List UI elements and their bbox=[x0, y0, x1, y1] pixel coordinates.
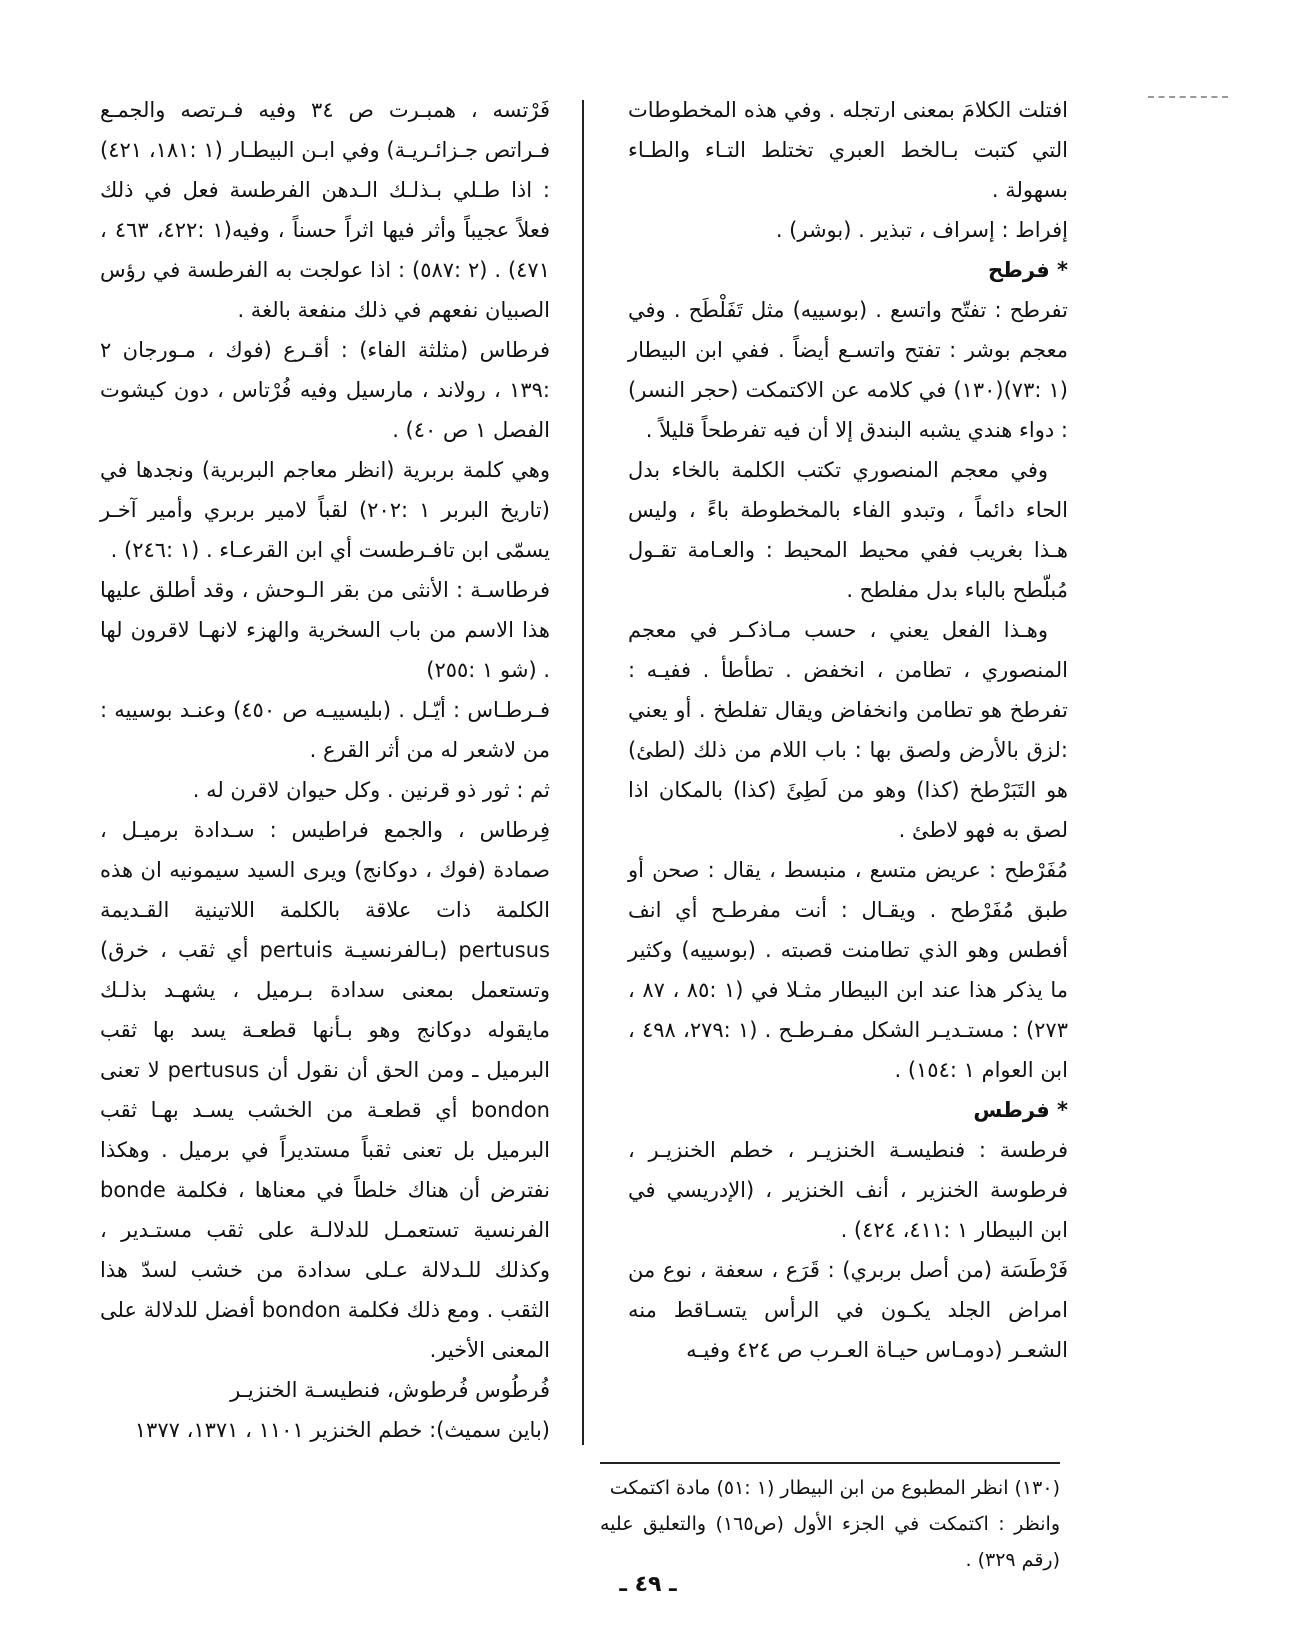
paragraph: مُفَرْطح : عريض متسع ، منبسط ، يقال : صحن أو طبق مُفَرْطح . ويقـال : أنت مفرطـح أي انف أفطس وهو الذي تطامنت قصبته . (بوسييه) وكثير ما يذكر هذا عند ابن البيطار مثـلا في (١ :٨٥ ، ٨٧ ، ٢٧٣) : مستـديـر الشكل مفـرطـح . (١ :٢٧٩، ٤٩٨ ، ابن العوام ١ :١٥٤) . bbox=[628, 858, 1068, 1082]
scan-mark bbox=[1148, 96, 1228, 100]
left-column bbox=[100, 90, 550, 1450]
paragraph: فرطاس (مثلثة الفاء) : أقـرع (فوك ، مـورجان ٢ :١٣٩ ، رولاند ، مارسيل وفيه فُرْتاس ، دون كيشوت الفصل ١ ص ٤٠) . bbox=[100, 338, 550, 442]
paragraph: فرطاسـة : الأنثى من بقر الـوحش ، وقد أطلق عليها هذا الاسم من باب السخرية والهزء لانهـا لاقرون لها . (شو ١ :٢٥٥) bbox=[100, 578, 550, 682]
entry-heading: * فرطح bbox=[987, 258, 1068, 282]
footnote bbox=[600, 1470, 1060, 1578]
paragraph: تفرطح : تفتّح واتسع . (بوسييه) مثل تَفَلْطَح . وفي معجم بوشر : تفتح واتسـع أيضاً . ففي ابن البيطار (١ :٧٣)(١٣٠) في كلامه عن الاكتمكت (حجر النسر) : دواء هندي يشبه البندق إلا أن فيه تفرطحاً قليلاً . bbox=[628, 298, 1068, 442]
paragraph: (باين سميث): خطم الخنزير ١١٠١ ، ١٣٧١، ١٣٧٧ bbox=[134, 1418, 550, 1442]
column-divider bbox=[582, 100, 584, 1445]
paragraph: فرطسة : فنطيسـة الخنزيـر ، خطم الخنزيـر ، فرطوسة الخنزير ، أنف الخنزير ، (الإدريسي في ابن البيطار ١ :٤١١، ٤٢٤) . bbox=[628, 1138, 1068, 1242]
page-number: ـ ٤٩ ـ bbox=[619, 1572, 677, 1597]
paragraph: فُرطُوس فُرطوش، فنطيسـة الخنزيـر bbox=[230, 1378, 550, 1402]
paragraph: افتلت الكلامَ بمعنى ارتجله . وفي هذه المخطوطات التي كتبت بـالخط العبري تختلط التـاء والطـاء بسهولة . bbox=[628, 98, 1068, 202]
paragraph: ثم : ثور ذو قرنين . وكل حيوان لاقرن له . bbox=[192, 778, 550, 802]
paragraph: فِرطاس ، والجمع فراطيس : سـدادة برميـل ، صمادة (فوك ، دوكانج) ويرى السيد سيمونيه ان هذه الكلمة ذات علاقة بالكلمة اللاتينية القـديمة pertusus (بـالفرنسيـة pertuis أي ثقب ، خرق) وتستعمل بمعنى سدادة بـرميل ، يشهـد بذلـك مايقوله دوكانج وهو بـأنها قطعـة يسد بها ثقب البرميل ـ ومن الحق أن نقول أن pertusus لا تعنى bondon أي قطعـة من الخشب يسـد بهـا ثقب البرميل بل تعنى ثقباً مستديراً في برميل . وهكذا نفترض أن هناك خلطاً في معناها ، فكلمة bonde الفرنسية تستعمـل للدلالـة على ثقب مستـدير ، وكذلك للـدلالة عـلى سدادة من خشب لسدّ هذا الثقب . ومع ذلك فكلمة bondon أفضل للدلالة على المعنى الأخير. bbox=[100, 818, 550, 1362]
paragraph: وهـذا الفعل يعني ، حسب مـاذكـر في معجم المنصوري ، تطامن ، انخفض . تطأطأ . ففيـه : تفرطخ هو تطامن وانخفاض ويقال تفلطخ . أو يعني :لزق بالأرض ولصق بها : باب اللام من ذلك (لطئ) هو التَبَرْطخ (كذا) وهو من لَطِئَ (كذا) بالمكان اذا لصق به فهو لاطئ . bbox=[628, 618, 1068, 842]
footnote-rule bbox=[600, 1462, 1060, 1464]
footnote-line: (١٣٠) انظر المطبوع من ابن البيطار (١ :٥١) مادة اكتمكت bbox=[609, 1477, 1060, 1499]
paragraph: فـرطـاس : أيّـل . (بليسييـه ص ٤٥٠) وعنـد بوسييه : من لاشعر له من أثر القرع . bbox=[100, 698, 551, 762]
paragraph: إفراط : إسراف ، تبذير . (بوشر) . bbox=[775, 218, 1068, 242]
entry-heading: * فرطس bbox=[973, 1098, 1068, 1122]
paragraph: فَرْطَسَة (من أصل بربري) : قَرَع ، سعفة ، نوع من امراض الجلد يكـون في الرأس يتسـاقط منه الشعـر (دومـاس حيـاة العـرب ص ٤٢٤ وفيـه bbox=[628, 1258, 1068, 1362]
paragraph: فَرْتسه ، همبـرت ص ٣٤ وفيه فـرتصه والجمـع فـراتص جـزائـريـة) وفي ابـن البيطـار (١ :١٨١، ٤٢١) : اذا طـلي بـذلـك الـدهن الفرطسة فعل في ذلك فعلاً عجيباً وأثر فيها اثراً حسناً ، وفيه(١ :٤٢٢، ٤٦٣ ، ٤٧١) . (٢ :٥٨٧) : اذا عولجت به الفرطسة في رؤس الصبيان نفعهم في ذلك منفعة بالغة . bbox=[100, 98, 551, 322]
right-column bbox=[628, 90, 1068, 1370]
paragraph: وهي كلمة بربرية (انظر معاجم البربرية) ونجدها في (تاريخ البربر ١ :٢٠٢) لقباً لامير بربري وأمير آخـر يسمّى ابن تافـرطست أي ابن القرعـاء . (١ :٢٤٦) . bbox=[100, 458, 550, 562]
paragraph: وفي معجم المنصوري تكتب الكلمة بالخاء بدل الحاء دائماً ، وتبدو الفاء بالمخطوطة باءً ، وليس هـذا بغريب ففي محيط المحيط : والعـامة تقـول مُبلّطح بالباء بدل مفلطح . bbox=[628, 458, 1068, 602]
footnote-line: وانظر : اكتمكت في الجزء الأول (ص١٦٥) والتعليق عليه (رقم ٣٢٩) . bbox=[600, 1513, 1060, 1571]
